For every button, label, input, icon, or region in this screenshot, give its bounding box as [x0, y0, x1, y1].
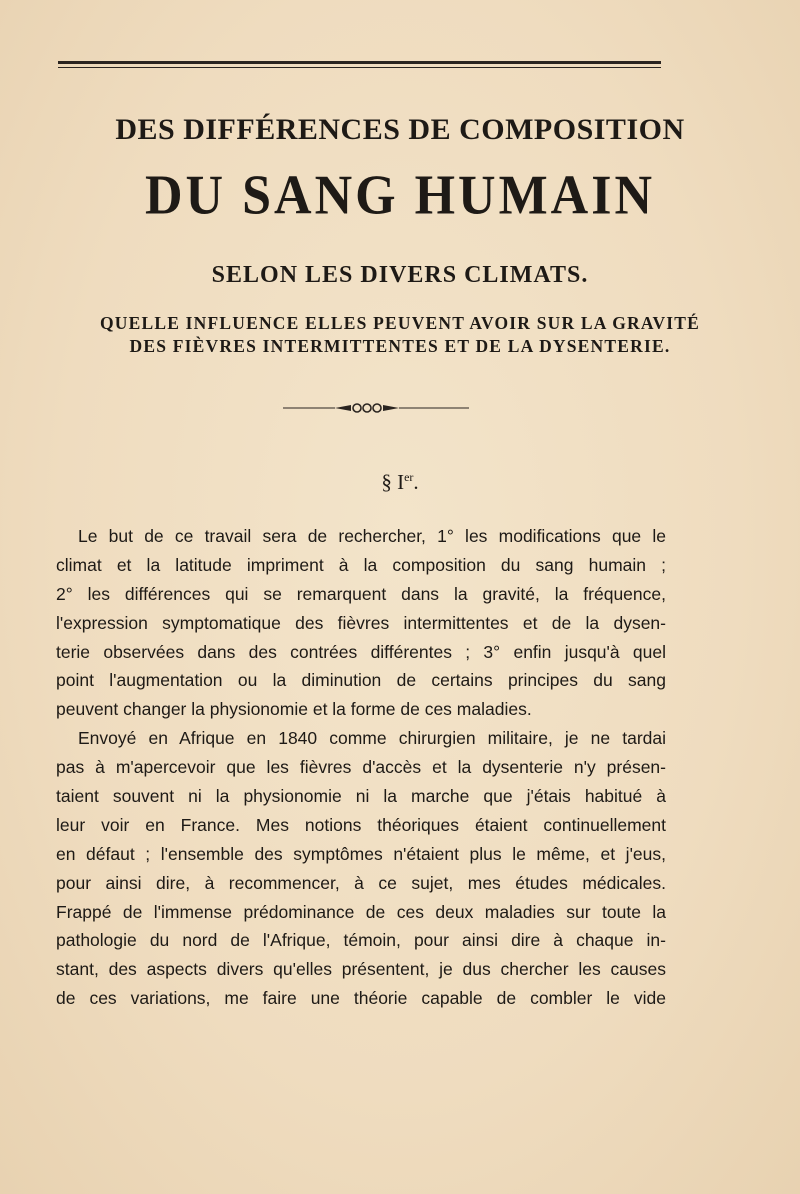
top-rule-thin	[58, 67, 661, 68]
body-line: taient souvent ni la physionomie ni la marche que j'étais habitué à	[56, 786, 666, 807]
title-line-1: DES DIFFÉRENCES DE COMPOSITION	[115, 113, 685, 146]
top-rule-thick	[58, 61, 661, 64]
body-line: l'expression symptomatique des fièvres intermittentes et de la dysen-	[56, 612, 666, 633]
body-line: Le but de ce travail sera de rechercher, 1° les modifications que le	[78, 526, 666, 546]
body-line: Envoyé en Afrique en 1840 comme chirurgien militaire, je ne tardai	[78, 728, 666, 749]
body-line: pour ainsi dire, à recommencer, à ce sujet, mes études médicales.	[56, 872, 666, 893]
body-line: terie observées dans des contrées différentes ; 3° enfin jusqu'à quel	[56, 641, 666, 662]
section-mark: § I	[381, 470, 405, 494]
body-line: en défaut ; l'ensemble des symptômes n'étaient plus le même, et j'eus,	[56, 843, 666, 864]
title-line-2: DU SANG HUMAIN	[145, 164, 655, 227]
subtitle	[0, 312, 800, 358]
body-line: 2° les différences qui se remarquent dans la gravité, la fréquence,	[56, 583, 666, 604]
section-end: .	[413, 470, 419, 494]
body-line: leur voir en France. Mes notions théoriques étaient continuellement	[56, 814, 666, 835]
body-text	[56, 522, 666, 1013]
body-line: pas à m'apercevoir que les fièvres d'accès et la dysenterie n'y présen-	[56, 757, 666, 778]
body-line: pathologie du nord de l'Afrique, témoin, pour ainsi dire à chaque in-	[56, 930, 666, 951]
body-line: Frappé de l'immense prédominance de ces deux maladies sur toute la	[56, 901, 666, 922]
section-sup: er	[404, 470, 414, 484]
body-line: stant, des aspects divers qu'elles présentent, je dus chercher les causes	[56, 959, 666, 980]
ornament-divider-icon	[283, 401, 469, 415]
body-line: peuvent changer la physionomie et la forme de ces maladies.	[56, 699, 532, 720]
body-line: climat et la latitude impriment à la composition du sang humain ;	[56, 554, 666, 575]
body-line: point l'augmentation ou la diminution de certains principes du sang	[56, 670, 666, 691]
body-line: de ces variations, me faire une théorie capable de combler le vide	[56, 988, 666, 1009]
subtitle-line-2: DES FIÈVRES INTERMITTENTES ET DE LA DYSENTERIE.	[129, 336, 671, 356]
section-heading	[0, 470, 800, 495]
title-line-3: SELON LES DIVERS CLIMATS.	[211, 262, 589, 288]
subtitle-line-1: QUELLE INFLUENCE ELLES PEUVENT AVOIR SUR LA GRAVITÉ	[99, 313, 701, 333]
